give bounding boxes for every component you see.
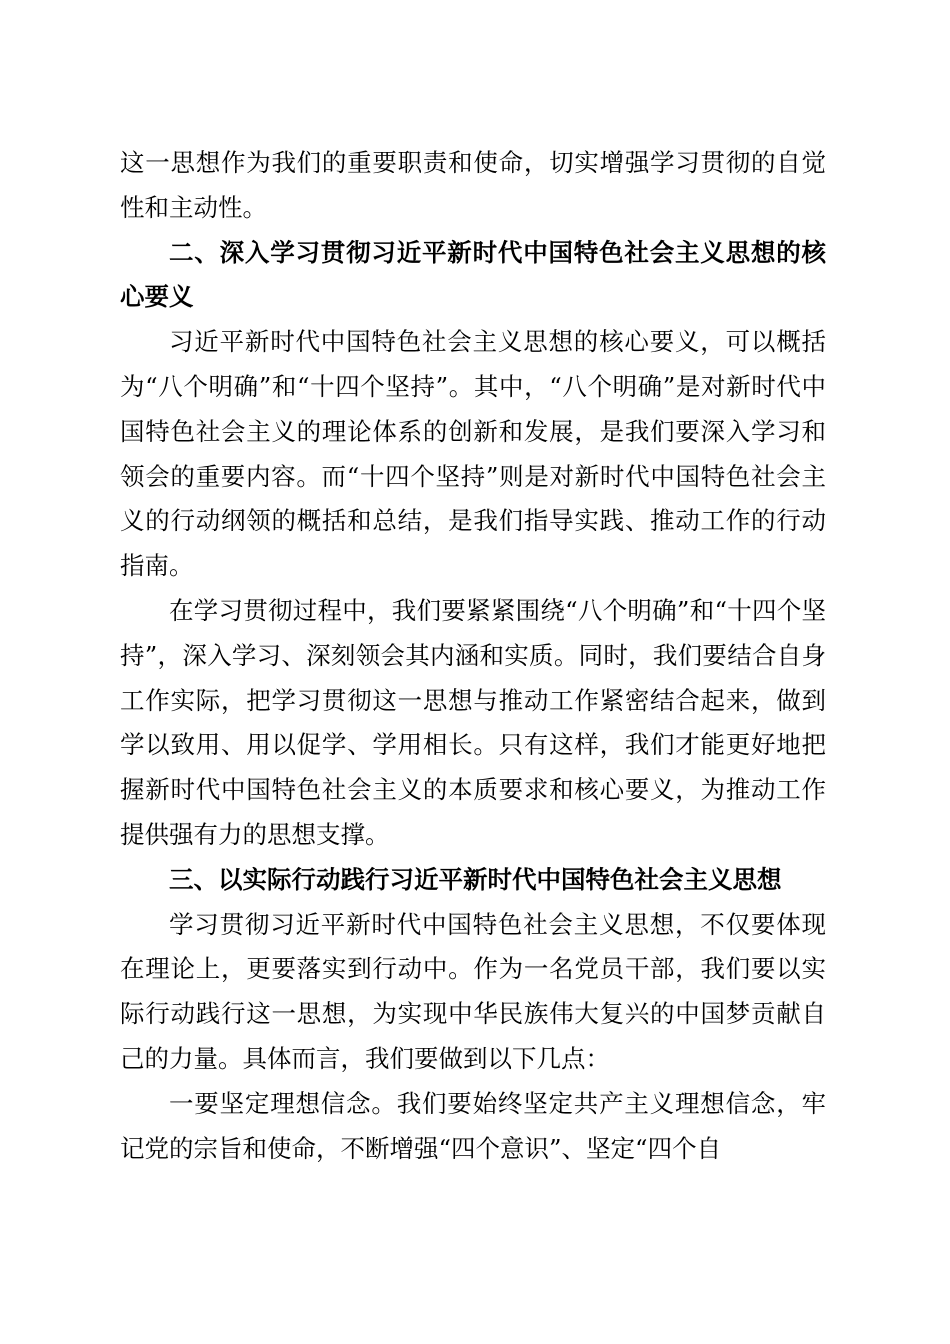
paragraph-study-process: 在学习贯彻过程中，我们要紧紧围绕“八个明确”和“十四个坚持”，深入学习、深刻领会其内涵和实质。同时，我们要结合自身工作实际，把学习贯彻这一思想与推动工作紧密结合起来，做到学以致用、用以促学、学用相长。只有这样，我们才能更好地把握新时代中国特色社会主义的本质要求和核心要义，为推动工作提供强有力的思想支撑。 <box>120 595 826 849</box>
paragraph-practice: 学习贯彻习近平新时代中国特色社会主义思想，不仅要体现在理论上，更要落实到行动中。作为一名党员干部，我们要以实际行动践行这一思想，为实现中华民族伟大复兴的中国梦贡献自己的力量。具体而言，我们要做到以下几点： <box>120 909 826 1073</box>
paragraph-continuation: 这一思想作为我们的重要职责和使命，切实增强学习贯彻的自觉性和主动性。 <box>120 148 826 222</box>
paragraph-ideals-beliefs: 一要坚定理想信念。我们要始终坚定共产主义理想信念，牢记党的宗旨和使命，不断增强“四个意识”、坚定“四个自 <box>120 1088 826 1163</box>
document-page <box>120 141 826 1171</box>
section-heading-three: 三、以实际行动践行习近平新时代中国特色社会主义思想 <box>169 864 782 894</box>
paragraph-core-meaning: 习近平新时代中国特色社会主义思想的核心要义，可以概括为“八个明确”和“十四个坚持”。其中，“八个明确”是对新时代中国特色社会主义的理论体系的创新和发展，是我们要深入学习和领会的重要内容。而“十四个坚持”则是对新时代中国特色社会主义的行动纲领的概括和总结，是我们指导实践、推动工作的行动指南。 <box>120 327 826 581</box>
section-heading-two: 二、深入学习贯彻习近平新时代中国特色社会主义思想的核心要义 <box>120 237 826 312</box>
